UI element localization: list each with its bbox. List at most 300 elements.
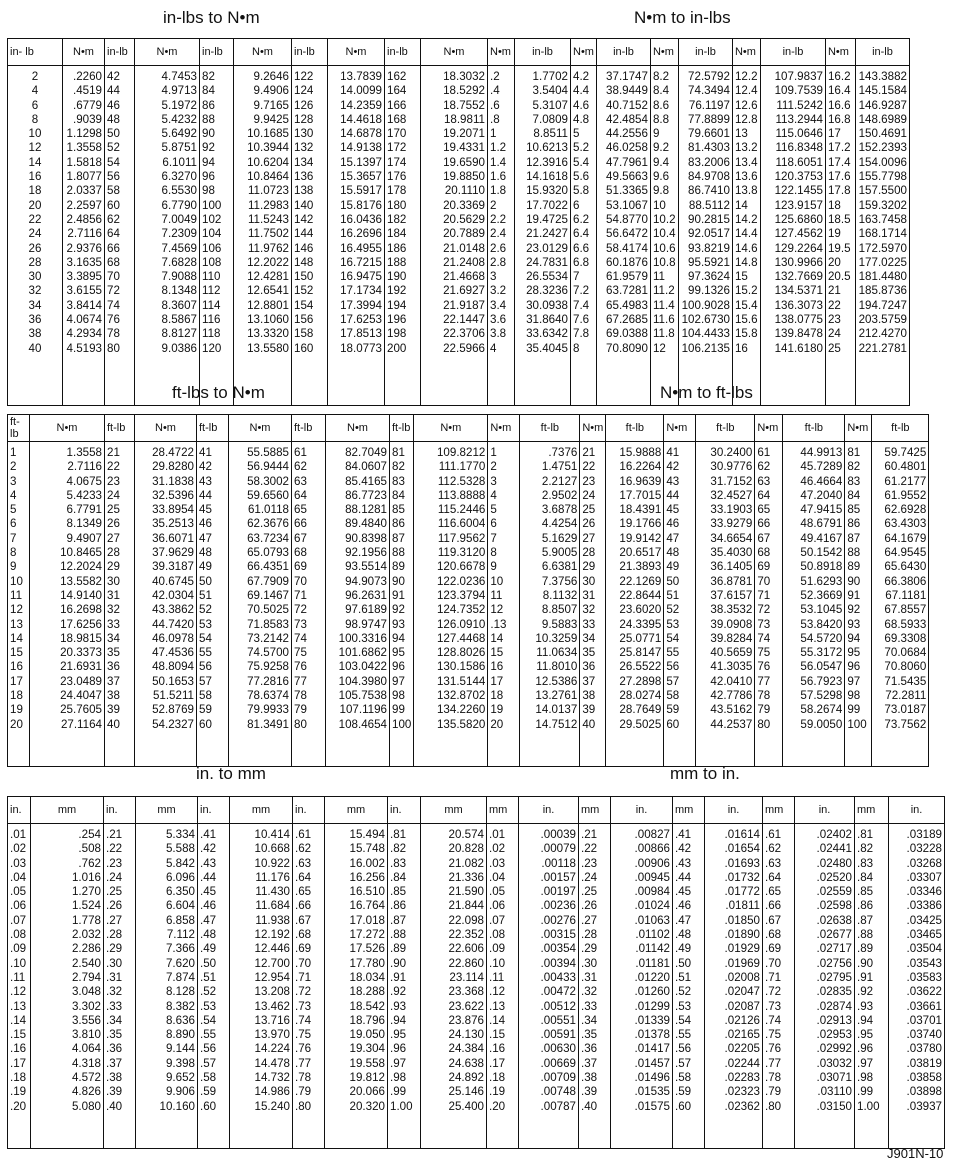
table-cell: 21.9187 bbox=[443, 298, 485, 312]
table-cell: 94 bbox=[392, 631, 405, 645]
table-cell: 46 bbox=[666, 517, 680, 531]
table-cell: 6.8 bbox=[573, 255, 590, 269]
table-cell: 46.0978 bbox=[152, 631, 194, 645]
table-cell: 23.622 bbox=[448, 999, 484, 1013]
table-cell: .01614 bbox=[724, 828, 760, 841]
table-cell: .02480 bbox=[816, 856, 852, 870]
value-column bbox=[292, 442, 326, 767]
column-header: mm bbox=[763, 797, 795, 824]
table-cell: 12.4281 bbox=[247, 270, 289, 284]
table-cell: 4.4 bbox=[573, 84, 590, 98]
column-header: N•m bbox=[755, 415, 783, 442]
table-cell: 4.2 bbox=[573, 70, 590, 83]
table-cell: 62 bbox=[294, 460, 307, 474]
table-cell: .32 bbox=[581, 985, 598, 999]
column-header: in. bbox=[104, 797, 136, 824]
section-title: N•m to ft-lbs bbox=[660, 383, 753, 402]
column-header: N•m bbox=[229, 415, 292, 442]
table-cell: 13.970 bbox=[254, 1028, 290, 1042]
table-cell: 10.3259 bbox=[535, 631, 578, 645]
table-cell: 65.6430 bbox=[884, 560, 927, 574]
table-cell: 98 bbox=[847, 689, 861, 703]
table-cell: .01142 bbox=[635, 942, 670, 956]
table-cell: 33 bbox=[107, 617, 120, 631]
table-cell: 105.7538 bbox=[338, 689, 387, 703]
table-cell: 24.130 bbox=[448, 1028, 484, 1042]
value-column bbox=[230, 824, 293, 1149]
table-cell: .47 bbox=[675, 913, 692, 927]
conversion-table bbox=[7, 414, 929, 767]
table-cell: .88 bbox=[857, 928, 874, 942]
table-cell: .71 bbox=[295, 970, 312, 984]
table-cell: 44.7420 bbox=[152, 617, 194, 631]
table-cell: .8 bbox=[490, 112, 500, 126]
table-cell: 8.2 bbox=[652, 70, 670, 83]
table-cell: 96 bbox=[202, 170, 215, 184]
table-cell: 30 bbox=[107, 574, 120, 588]
table-cell: 145.1584 bbox=[858, 84, 907, 98]
table-cell: 32 bbox=[107, 603, 120, 617]
value-column bbox=[732, 66, 760, 406]
table-cell: 123.3794 bbox=[436, 588, 486, 602]
table-cell: 221.2781 bbox=[858, 341, 907, 355]
table-cell: .03622 bbox=[906, 985, 942, 999]
table-cell: .03937 bbox=[906, 1099, 942, 1113]
table-cell: 3.4 bbox=[490, 298, 507, 312]
table-cell: 19.2071 bbox=[443, 127, 485, 141]
table-cell: .02165 bbox=[724, 1028, 760, 1042]
table-cell: .90 bbox=[857, 956, 874, 970]
table-cell: .64 bbox=[765, 870, 782, 884]
table-cell: 21 bbox=[827, 284, 841, 298]
table-cell: 3 bbox=[490, 474, 497, 488]
value-column bbox=[229, 442, 292, 767]
column-header: in. bbox=[795, 797, 855, 824]
table-cell: 99 bbox=[847, 703, 861, 717]
table-cell: 18.9811 bbox=[443, 112, 485, 126]
table-cell: .91 bbox=[390, 970, 407, 984]
table-cell: 42.0304 bbox=[152, 588, 194, 602]
table-cell: 13.4 bbox=[734, 155, 758, 169]
table-cell: 86 bbox=[847, 517, 861, 531]
table-cell: 20 bbox=[827, 255, 841, 269]
table-cell: .01 bbox=[489, 828, 506, 841]
table-cell: 92 bbox=[847, 603, 861, 617]
table-cell: 75 bbox=[757, 646, 771, 660]
table-cell: 99.1326 bbox=[688, 284, 730, 298]
table-cell: 5.9005 bbox=[541, 546, 578, 560]
table-cell: 176 bbox=[387, 170, 407, 184]
table-cell: 3.1635 bbox=[66, 255, 102, 269]
table-cell: 17 bbox=[490, 674, 504, 688]
table-cell: 2.4 bbox=[490, 227, 507, 241]
table-cell: 122.0236 bbox=[436, 574, 486, 588]
table-cell: 79 bbox=[294, 703, 307, 717]
table-cell: 1.016 bbox=[71, 870, 101, 884]
table-cell: 40.6745 bbox=[152, 574, 194, 588]
table-cell: .66 bbox=[765, 899, 782, 913]
table-cell: 2.0337 bbox=[66, 184, 102, 198]
table-cell: 10.414 bbox=[254, 828, 290, 841]
table-cell: 12 bbox=[28, 141, 42, 155]
table-cell: .02559 bbox=[816, 885, 852, 899]
table-cell: 46 bbox=[107, 98, 120, 112]
table-cell: 41 bbox=[666, 446, 680, 459]
table-cell: 92 bbox=[392, 603, 405, 617]
table-cell: 13.8 bbox=[734, 184, 758, 198]
table-cell: 19.4725 bbox=[526, 212, 568, 226]
table-cell: 107.1196 bbox=[339, 703, 387, 717]
table-cell: .82 bbox=[390, 842, 407, 856]
value-column bbox=[234, 66, 292, 406]
table-cell: .92 bbox=[857, 985, 874, 999]
table-cell: 184 bbox=[387, 227, 407, 241]
table-cell: 104.3980 bbox=[338, 674, 387, 688]
table-cell: 32.4527 bbox=[710, 488, 753, 502]
table-cell: 50 bbox=[107, 127, 120, 141]
table-cell: 84.9708 bbox=[688, 170, 730, 184]
table-cell: 5 bbox=[10, 503, 17, 517]
table-cell: 19 bbox=[10, 703, 23, 717]
table-cell: 19.050 bbox=[349, 1028, 385, 1042]
table-cell: 35 bbox=[582, 646, 596, 660]
table-cell: 19.812 bbox=[349, 1071, 385, 1085]
table-cell: 35.4045 bbox=[526, 341, 568, 355]
table-cell: 11.684 bbox=[255, 899, 290, 913]
table-cell: 14.9140 bbox=[60, 588, 102, 602]
table-cell: 20.6517 bbox=[619, 546, 662, 560]
table-cell: 172.5970 bbox=[858, 241, 907, 255]
table-cell: 52 bbox=[107, 141, 120, 155]
table-cell: 42.4854 bbox=[606, 112, 648, 126]
value-column bbox=[135, 66, 200, 406]
table-cell: 69 bbox=[294, 560, 307, 574]
table-cell: .07 bbox=[489, 913, 506, 927]
table-cell: 16.9639 bbox=[619, 474, 662, 488]
table-cell: .85 bbox=[857, 885, 874, 899]
table-cell: .02874 bbox=[816, 999, 852, 1013]
table-cell: 42.7786 bbox=[710, 689, 753, 703]
table-cell: 70.8060 bbox=[884, 660, 927, 674]
table-cell: 30 bbox=[28, 270, 42, 284]
table-cell: .63 bbox=[765, 856, 782, 870]
table-cell: .00433 bbox=[540, 970, 576, 984]
table-cell: .10 bbox=[10, 956, 27, 970]
table-cell: 6.604 bbox=[165, 899, 195, 913]
table-cell: .28 bbox=[581, 928, 598, 942]
column-header: N•m bbox=[234, 39, 292, 66]
table-cell: 57.5298 bbox=[800, 689, 843, 703]
table-cell: 37 bbox=[582, 674, 596, 688]
table-cell: 34 bbox=[28, 298, 42, 312]
table-cell: 58.2674 bbox=[800, 703, 843, 717]
table-cell: 5.8751 bbox=[161, 141, 197, 155]
table-cell: 68 bbox=[107, 255, 120, 269]
column-header: N•m bbox=[63, 39, 105, 66]
table-cell: 36.8781 bbox=[710, 574, 753, 588]
table-cell: 80 bbox=[107, 341, 120, 355]
table-cell: 61.2177 bbox=[884, 474, 927, 488]
table-cell: .00787 bbox=[540, 1099, 576, 1113]
table-cell: 160 bbox=[294, 341, 314, 355]
value-column bbox=[488, 442, 520, 767]
table-cell: 138.0775 bbox=[774, 313, 823, 327]
table-cell: 16.9475 bbox=[340, 270, 382, 284]
table-cell: 88 bbox=[847, 546, 861, 560]
table-cell: .58 bbox=[200, 1071, 217, 1085]
column-header: mm bbox=[230, 797, 293, 824]
table-cell: .80 bbox=[765, 1099, 782, 1113]
section-title: N•m to in-lbs bbox=[634, 8, 731, 27]
table-cell: 16 bbox=[10, 660, 23, 674]
table-cell: 124.7352 bbox=[436, 603, 486, 617]
table-cell: 8.1349 bbox=[66, 517, 102, 531]
column-header: in-lb bbox=[855, 39, 909, 66]
table-cell: 49.5663 bbox=[606, 170, 648, 184]
column-header: ft-lb bbox=[8, 415, 30, 442]
table-cell: 2.2 bbox=[490, 212, 507, 226]
table-cell: 7.0809 bbox=[532, 112, 568, 126]
table-cell: 63.7234 bbox=[247, 531, 289, 545]
table-cell: 72.5792 bbox=[688, 70, 730, 83]
table-cell: 54.5720 bbox=[800, 631, 843, 645]
value-column bbox=[293, 824, 325, 1149]
table-cell: 61 bbox=[294, 446, 307, 459]
table-cell: 31.1838 bbox=[152, 474, 194, 488]
table-cell: 1 bbox=[10, 446, 17, 459]
table-cell: .02520 bbox=[816, 870, 852, 884]
value-column bbox=[664, 442, 696, 767]
table-cell: .02323 bbox=[724, 1085, 760, 1099]
table-cell: 43 bbox=[199, 474, 212, 488]
table-cell: 89 bbox=[392, 560, 405, 574]
table-cell: .02598 bbox=[816, 899, 852, 913]
table-cell: .31 bbox=[581, 970, 598, 984]
table-cell: 55 bbox=[666, 646, 680, 660]
table-cell: .79 bbox=[295, 1085, 312, 1099]
table-cell: 1.778 bbox=[71, 913, 101, 927]
table-cell: 4.318 bbox=[71, 1056, 101, 1070]
table-cell: 1.8 bbox=[490, 184, 507, 198]
table-cell: 4.8 bbox=[573, 112, 590, 126]
table-cell: .00472 bbox=[540, 985, 576, 999]
table-cell: 17.4 bbox=[827, 155, 851, 169]
table-cell: 17.6253 bbox=[340, 313, 382, 327]
table-cell: .28 bbox=[106, 928, 123, 942]
table-cell: 14.478 bbox=[254, 1056, 290, 1070]
column-header: N•m bbox=[825, 39, 855, 66]
table-cell: 6 bbox=[490, 517, 497, 531]
table-cell: 138 bbox=[294, 184, 314, 198]
table-cell: 29.8280 bbox=[152, 460, 194, 474]
table-cell: 30.9776 bbox=[710, 460, 753, 474]
table-cell: 44 bbox=[199, 488, 212, 502]
table-cell: 12.954 bbox=[254, 970, 290, 984]
value-column bbox=[31, 824, 104, 1149]
table-cell: .25 bbox=[106, 885, 123, 899]
table-cell: 78 bbox=[757, 689, 771, 703]
table-cell: 2.7116 bbox=[67, 227, 102, 241]
table-cell: 62.6928 bbox=[884, 503, 927, 517]
section-title: ft-lbs to N•m bbox=[172, 383, 265, 402]
table-cell: 4.0674 bbox=[66, 313, 102, 327]
column-header: N•m bbox=[732, 39, 760, 66]
table-cell: .57 bbox=[200, 1056, 217, 1070]
table-cell: 150 bbox=[294, 270, 314, 284]
column-header: ft-lb bbox=[105, 415, 135, 442]
table-cell: 20.320 bbox=[349, 1099, 385, 1113]
table-cell: 24.4047 bbox=[60, 689, 102, 703]
table-cell: 8.8507 bbox=[541, 603, 578, 617]
table-cell: 39.8284 bbox=[710, 631, 753, 645]
column-header: N•m bbox=[414, 415, 488, 442]
table-cell: 52 bbox=[199, 603, 212, 617]
table-cell: .02992 bbox=[816, 1042, 852, 1056]
table-cell: 81 bbox=[847, 446, 861, 459]
table-cell: 17.526 bbox=[349, 942, 385, 956]
table-cell: .22 bbox=[581, 842, 598, 856]
table-cell: 18 bbox=[28, 184, 42, 198]
table-cell: .43 bbox=[200, 856, 217, 870]
table-cell: 36.1405 bbox=[710, 560, 753, 574]
table-cell: .01339 bbox=[634, 1013, 670, 1027]
table-cell: 122 bbox=[294, 70, 314, 83]
table-cell: 21.590 bbox=[448, 885, 484, 899]
table-cell: 98 bbox=[202, 184, 215, 198]
column-header: in. bbox=[198, 797, 230, 824]
value-column bbox=[783, 442, 845, 767]
table-cell: 2.9376 bbox=[66, 241, 102, 255]
table-cell: 48.8094 bbox=[152, 660, 194, 674]
table-cell: .79 bbox=[765, 1085, 782, 1099]
table-cell: 198 bbox=[387, 327, 407, 341]
table-cell: 2 bbox=[10, 460, 17, 474]
table-cell: .32 bbox=[106, 985, 123, 999]
table-cell: 3 bbox=[10, 474, 17, 488]
table-cell: 44 bbox=[107, 84, 120, 98]
table-cell: 1.00 bbox=[857, 1099, 880, 1113]
table-cell: 94.9073 bbox=[345, 574, 387, 588]
table-cell: 10.3944 bbox=[247, 141, 289, 155]
table-cell: 71 bbox=[294, 588, 307, 602]
table-cell: .73 bbox=[765, 999, 782, 1013]
table-cell: 14 bbox=[490, 631, 504, 645]
table-cell: .84 bbox=[390, 870, 407, 884]
table-cell: 23.0489 bbox=[60, 674, 102, 688]
table-cell: .58 bbox=[675, 1071, 692, 1085]
table-cell: .03898 bbox=[906, 1085, 942, 1099]
table-cell: 73 bbox=[757, 617, 771, 631]
table-cell: 26.5522 bbox=[619, 660, 662, 674]
table-cell: 17.2 bbox=[827, 141, 851, 155]
table-cell: 27.2898 bbox=[619, 674, 662, 688]
table-cell: .9039 bbox=[72, 112, 102, 126]
table-cell: 23 bbox=[827, 313, 841, 327]
table-cell: 79 bbox=[757, 703, 771, 717]
table-cell: .02126 bbox=[724, 1013, 760, 1027]
table-cell: 8.4 bbox=[652, 84, 670, 98]
table-cell: .6779 bbox=[72, 98, 102, 112]
table-cell: 15.8 bbox=[734, 327, 758, 341]
table-cell: .09 bbox=[10, 942, 27, 956]
table-cell: 73.2142 bbox=[247, 631, 289, 645]
table-cell: .06 bbox=[10, 899, 27, 913]
value-column bbox=[388, 824, 421, 1149]
table-cell: 14.7512 bbox=[535, 717, 578, 731]
table-cell: 20.5 bbox=[827, 270, 851, 284]
table-cell: .03504 bbox=[906, 942, 942, 956]
column-header: ft-lb bbox=[292, 415, 326, 442]
table-cell: 9.398 bbox=[165, 1056, 195, 1070]
value-column bbox=[30, 442, 105, 767]
table-cell: 78 bbox=[294, 689, 307, 703]
table-cell: 56 bbox=[199, 660, 212, 674]
table-cell: 146.9287 bbox=[858, 98, 907, 112]
table-cell: 20.3373 bbox=[60, 646, 102, 660]
table-cell: 64 bbox=[757, 488, 771, 502]
table-cell: 22.352 bbox=[448, 928, 484, 942]
table-cell: 38.9449 bbox=[606, 84, 648, 98]
table-cell: 101.6862 bbox=[338, 646, 387, 660]
table-cell: .34 bbox=[581, 1013, 598, 1027]
table-cell: .19 bbox=[489, 1085, 506, 1099]
table-cell: .03110 bbox=[817, 1085, 852, 1099]
table-cell: .02717 bbox=[816, 942, 852, 956]
table-cell: 4.572 bbox=[71, 1071, 101, 1085]
table-cell: 4.064 bbox=[71, 1042, 101, 1056]
table-cell: 12.446 bbox=[254, 942, 290, 956]
table-cell: 125.6860 bbox=[774, 212, 823, 226]
table-cell: .54 bbox=[675, 1013, 692, 1027]
value-column bbox=[488, 66, 515, 406]
table-cell: 2.9502 bbox=[541, 488, 578, 502]
table-cell: .35 bbox=[581, 1028, 598, 1042]
table-cell: 60 bbox=[666, 717, 680, 731]
table-cell: .02362 bbox=[724, 1099, 760, 1113]
table-cell: .13 bbox=[490, 617, 507, 631]
table-cell: 21.844 bbox=[448, 899, 484, 913]
column-header: N•m bbox=[135, 415, 197, 442]
table-cell: 5 bbox=[490, 503, 497, 517]
table-cell: 34 bbox=[107, 631, 120, 645]
table-cell: 1.7702 bbox=[532, 70, 568, 83]
table-cell: 87 bbox=[392, 531, 405, 545]
table-cell: .12 bbox=[10, 985, 27, 999]
table-cell: 19.5 bbox=[827, 241, 851, 255]
value-column bbox=[872, 442, 929, 767]
table-cell: 8 bbox=[10, 546, 17, 560]
table-cell: 40 bbox=[107, 717, 120, 731]
table-cell: 1.3558 bbox=[66, 446, 102, 459]
table-cell: 136.3073 bbox=[774, 298, 823, 312]
table-cell: .11 bbox=[489, 970, 505, 984]
table-cell: 5.1972 bbox=[161, 98, 197, 112]
table-cell: .04 bbox=[489, 870, 506, 884]
table-cell: 21.082 bbox=[448, 856, 484, 870]
table-cell: 100 bbox=[392, 717, 412, 731]
table-cell: 28.3236 bbox=[526, 284, 568, 298]
table-cell: .25 bbox=[581, 885, 598, 899]
table-cell: 20.3369 bbox=[443, 198, 485, 212]
table-cell: .78 bbox=[295, 1071, 312, 1085]
table-cell: 56.0547 bbox=[800, 660, 843, 674]
table-cell: 83 bbox=[847, 474, 861, 488]
table-cell: 67.2685 bbox=[606, 313, 648, 327]
table-cell: .68 bbox=[765, 928, 782, 942]
table-cell: .65 bbox=[765, 885, 782, 899]
table-cell: .95 bbox=[857, 1028, 874, 1042]
table-cell: 39.3187 bbox=[152, 560, 194, 574]
